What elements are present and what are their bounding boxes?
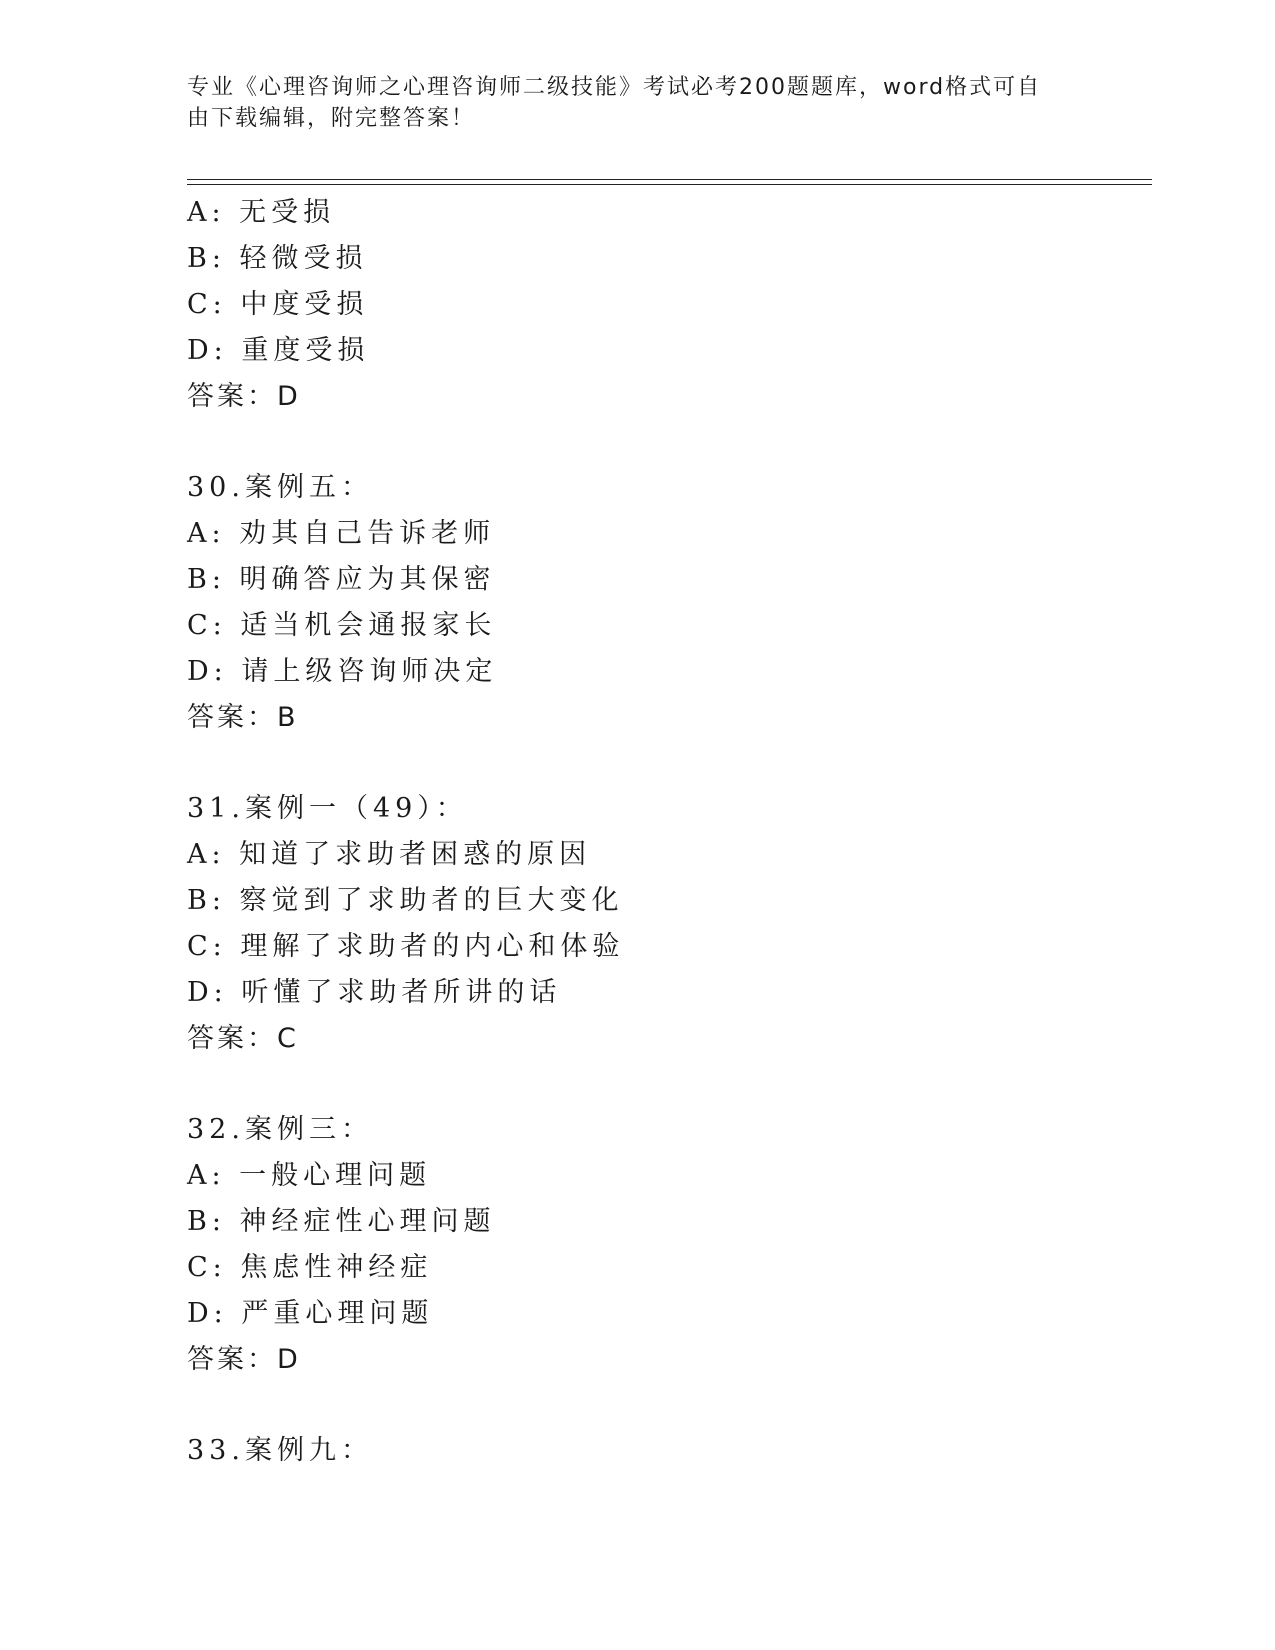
question-list [187, 190, 1147, 1474]
option-a: A: 无受损 [187, 197, 336, 228]
option-a: A: 劝其自己告诉老师 [187, 518, 496, 549]
option-a: A: 一般心理问题 [187, 1160, 432, 1191]
answer: 答案：C [187, 1023, 299, 1054]
option-c: C: 适当机会通报家长 [187, 610, 497, 641]
option-d: D: 重度受损 [187, 335, 370, 366]
question-stem: 33.案例九： [187, 1435, 373, 1466]
answer: 答案：D [187, 1344, 301, 1375]
option-b: B: 神经症性心理问题 [187, 1206, 496, 1237]
option-b: B: 轻微受损 [187, 243, 368, 274]
option-d: D: 请上级咨询师决定 [187, 656, 498, 687]
option-c: C: 焦虑性神经症 [187, 1252, 433, 1283]
option-b: B: 察觉到了求助者的巨大变化 [187, 885, 624, 916]
answer: 答案：B [187, 702, 299, 733]
question-stem: 30.案例五： [187, 472, 373, 503]
header-line-2: 由下载编辑，附完整答案！ [187, 106, 476, 131]
option-c: C: 中度受损 [187, 289, 369, 320]
question-block-31 [187, 786, 1147, 1062]
question-stem: 31.案例一（49）： [187, 793, 468, 824]
question-stem: 32.案例三： [187, 1114, 373, 1145]
question-block-32 [187, 1107, 1147, 1383]
option-c: C: 理解了求助者的内心和体验 [187, 931, 625, 962]
document-header [187, 72, 1067, 134]
header-line-1: 专业《心理咨询师之心理咨询师二级技能》考试必考200题题库，word格式可自 [187, 75, 1042, 100]
header-rule-bottom [187, 184, 1152, 185]
header-rule-top [187, 179, 1152, 180]
option-d: D: 听懂了求助者所讲的话 [187, 977, 562, 1008]
option-d: D: 严重心理问题 [187, 1298, 434, 1329]
question-block-30 [187, 465, 1147, 741]
question-block-29 [187, 190, 1147, 420]
option-b: B: 明确答应为其保密 [187, 564, 496, 595]
question-block-33 [187, 1428, 1147, 1474]
option-a: A: 知道了求助者困惑的原因 [187, 839, 592, 870]
answer: 答案：D [187, 381, 301, 412]
